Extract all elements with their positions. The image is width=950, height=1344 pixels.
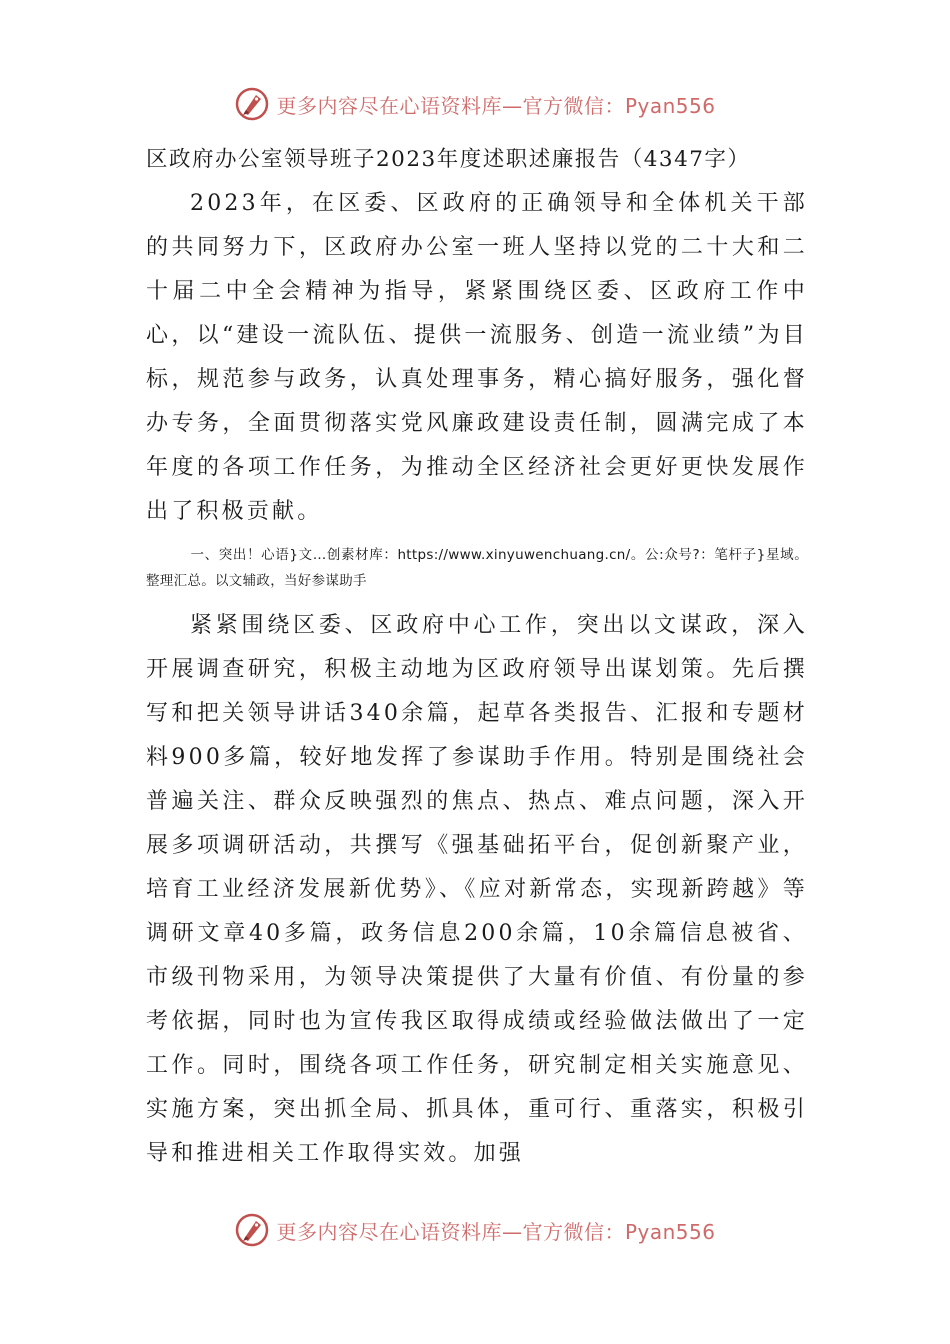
footer-banner <box>0 1208 950 1252</box>
paragraph-intro: 2023年，在区委、区政府的正确领导和全体机关干部的共同努力下，区政府办公室一班人坚持以党的二十大和二十届二中全会精神为指导，紧紧围绕区委、区政府工作中心，以“建设一流队伍、提供一流服务、创造一流业绩”为目标，规范参与政务，认真处理事务，精心搞好服务，强化督办专务，全面贯彻落实党风廉政建设责任制，圆满完成了本年度的各项工作任务，为推动全区经济社会更好更快发展作出了积极贡献。 <box>146 191 808 524</box>
pen-logo-icon <box>234 86 270 122</box>
banner-text: 更多内容尽在心语资料库—官方微信：Pyan556 <box>276 93 716 118</box>
paragraph-section-1: 紧紧围绕区委、区政府中心工作，突出以文谋政，深入开展调查研究，积极主动地为区政府领导出谋划策。先后撰写和把关领导讲话340余篇，起草各类报告、汇报和专题材料900多篇，较好地发挥了参谋助手作用。特别是围绕社会普遍关注、群众反映强烈的焦点、热点、难点问题，深入开展多项调研活动，共撰写《强基础拓平台，促创新聚产业，培育工业经济发展新优势》、《应对新常态，实现新跨越》等调研文章40多篇，政务信息200余篇，10余篇信息被省、市级刊物采用，为领导决策提供了大量有价值、有份量的参考依据，同时也为宣传我区取得成绩或经验做法做出了一定工作。同时，围绕各项工作任务，研究制定相关实施意见、实施方案，突出抓全局、抓具体，重可行、重落实，积极引导和推进相关工作取得实效。加强 <box>146 613 808 1166</box>
header-banner <box>0 82 950 126</box>
banner-text: 更多内容尽在心语资料库—官方微信：Pyan556 <box>276 1219 716 1244</box>
pen-logo-icon <box>234 1212 270 1248</box>
section-heading-note: 一、突出！心语}文…创素材库：https://www.xinyuwenchuang.cn/。公:众号?：笔杆子}星域。整理汇总。以文辅政，当好参谋助手 <box>146 547 808 589</box>
document-body <box>146 138 808 1176</box>
document-title: 区政府办公室领导班子2023年度述职述廉报告（4347字） <box>146 147 751 172</box>
